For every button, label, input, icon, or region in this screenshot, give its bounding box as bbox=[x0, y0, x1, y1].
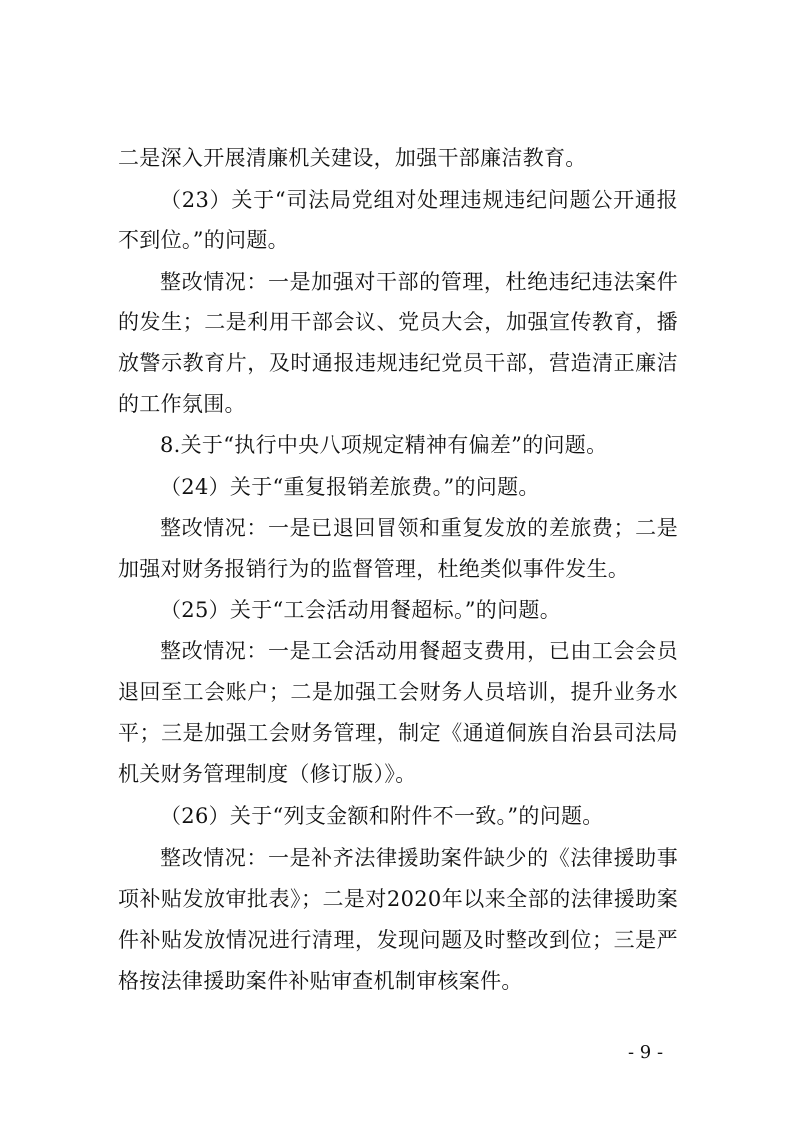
section-heading: 8.关于“执行中央八项规定精神有偏差”的问题。 bbox=[160, 433, 608, 457]
text-line: 不到位。”的问题。 bbox=[118, 228, 289, 252]
text-line: 的工作氛围。 bbox=[118, 392, 246, 416]
text-line: 二是深入开展清廉机关建设，加强干部廉洁教育。 bbox=[118, 146, 587, 170]
text-line: （25）关于“工会活动用餐超标。”的问题。 bbox=[160, 598, 561, 622]
text-line: 整改情况：一是补齐法律援助案件缺少的《法律援助事 bbox=[160, 846, 678, 870]
page-number: - 9 - bbox=[628, 1042, 664, 1063]
text-line: 项补贴发放审批表》；二是对2020年以来全部的法律援助案 bbox=[118, 887, 678, 911]
text-line: 整改情况：一是加强对干部的管理，杜绝违纪违法案件 bbox=[160, 270, 678, 294]
text-line: （23）关于“司法局党组对处理违规违纪问题公开通报 bbox=[160, 188, 678, 212]
text-line: 放警示教育片，及时通报违规违纪党员干部，营造清正廉洁 bbox=[118, 351, 678, 375]
text-line: 件补贴发放情况进行清理，发现问题及时整改到位；三是严 bbox=[118, 928, 678, 952]
text-line: 加强对财务报销行为的监督管理，杜绝类似事件发生。 bbox=[118, 557, 630, 581]
text-line: （24）关于“重复报销差旅费。”的问题。 bbox=[160, 475, 540, 499]
text-line: 机关财务管理制度（修订版）》。 bbox=[118, 762, 417, 786]
text-line: 格按法律援助案件补贴审查机制审核案件。 bbox=[118, 969, 523, 993]
text-line: 平；三是加强工会财务管理，制定《通道侗族自治县司法局 bbox=[118, 721, 678, 745]
text-line: 整改情况：一是已退回冒领和重复发放的差旅费；二是 bbox=[160, 516, 678, 540]
text-line: 整改情况：一是工会活动用餐超支费用，已由工会会员 bbox=[160, 639, 678, 663]
text-line: 的发生；二是利用干部会议、党员大会，加强宣传教育，播 bbox=[118, 310, 678, 334]
text-line: （26）关于“列支金额和附件不一致。”的问题。 bbox=[160, 804, 604, 828]
text-line: 退回至工会账户；二是加强工会财务人员培训，提升业务水 bbox=[118, 680, 678, 704]
